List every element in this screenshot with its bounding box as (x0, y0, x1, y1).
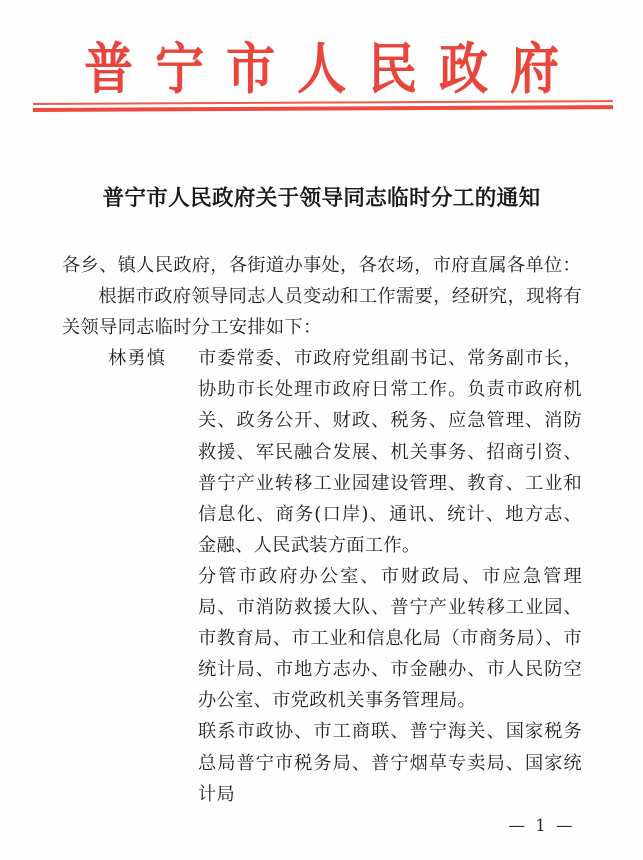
leader-supervises: 分管市政府办公室、市财政局、市应急管理局、市消防救援大队、普宁产业转移工业园、市教育局、市工业和信息化局（市商务局）、市统计局、市地方志办、市金融办、市人民防空办公室、市党政机关事务管理局。 (198, 565, 582, 712)
document-title: 普宁市人民政府关于领导同志临时分工的通知 (102, 186, 541, 211)
masthead-title: 普宁市人民政府 (83, 35, 581, 101)
masthead-divider (33, 103, 613, 115)
leader-liaises: 联系市政协、市工商联、普宁海关、国家税务总局普宁市税务局、普宁烟草专卖局、国家统计局 (198, 721, 582, 805)
leader-duties: 市委常委、市政府党组副书记、常务副市长，协助市长处理市政府日常工作。负责市政府机关、政务公开、财政、税务、应急管理、消防救援、军民融合发展、机关事务、招商引资、普宁产业转移工业园建设管理、教育、工业和信息化、商务(口岸)、通讯、统计、地方志、金融、人民武装方面工作。 (198, 348, 582, 556)
masthead-divider-thick-line (33, 105, 613, 112)
masthead (0, 30, 643, 108)
leader-name: 林勇慎 (108, 348, 167, 370)
leader-entry (62, 343, 582, 809)
preamble-paragraph: 根据市政府领导同志人员变动和工作需要，经研究，现将有关领导同志临时分工安排如下： (62, 286, 582, 339)
page-number: — 1 — (508, 816, 575, 835)
addressee-line: 各乡、镇人民政府，各街道办事处，各农场，市府直属各单位： (62, 255, 582, 276)
leader-duties-block (198, 343, 582, 809)
document-body (62, 250, 582, 810)
